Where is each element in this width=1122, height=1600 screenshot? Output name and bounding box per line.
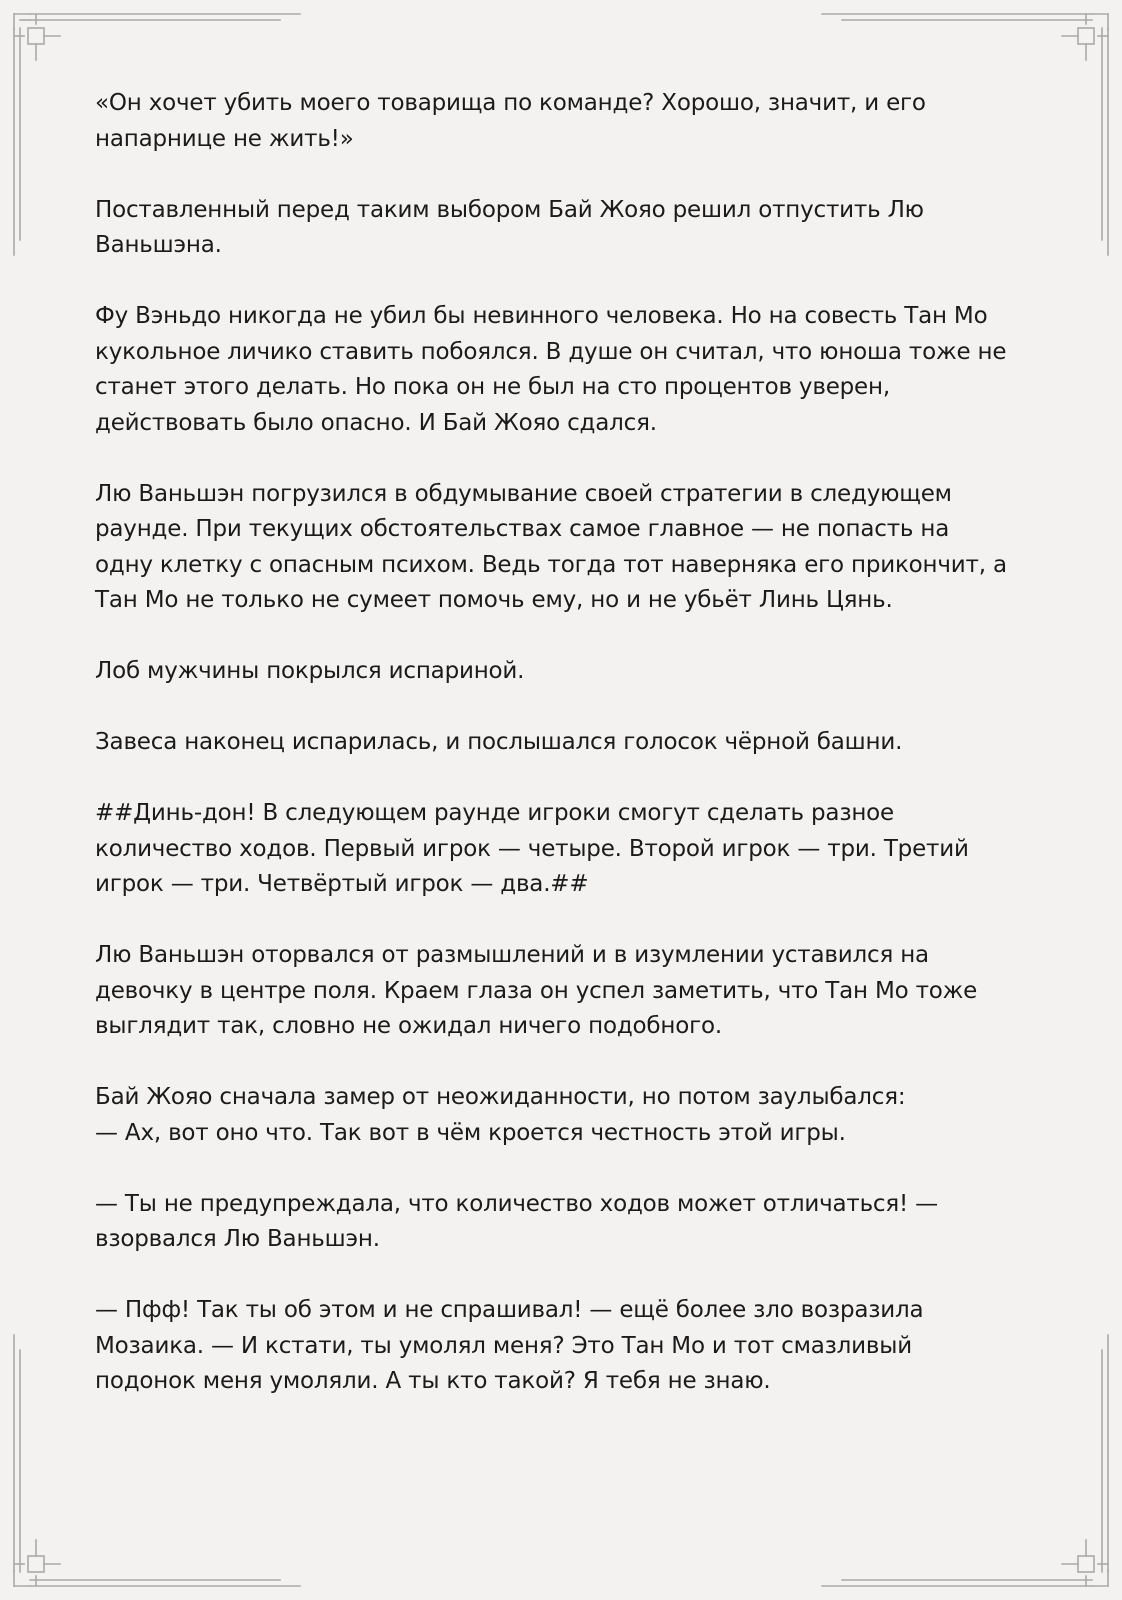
paragraph [95,477,1030,619]
text-line: девочку в центре поля. Краем глаза он успел заметить, что Тан Мо тоже [95,977,978,1004]
text-line: «Он хочет убить моего товарища по команде? Хорошо, значит, и его [95,90,926,116]
paragraph [95,1293,1030,1400]
document-body [95,86,1030,1435]
text-line: Поставленный перед таким выбором Бай Жояо решил отпустить Лю [95,196,924,223]
text-line: Лю Ваньшэн оторвался от размышлений и в изумлении уставился на [95,942,929,968]
text-line: взорвался Лю Ваньшэн. [95,1226,380,1252]
text-line: Завеса наконец испарилась, и послышался голосок чёрной башни. [95,729,903,755]
text-line: выглядит так, словно не ожидал ничего подобного. [95,1013,722,1039]
text-line: кукольное личико ставить побоялся. В душе он считал, что юноша тоже не [95,338,1007,365]
text-line: раунде. При текущих обстоятельствах самое главное — не попасть на [95,516,950,542]
text-line: Фу Вэньдо никогда не убил бы невинного человека. Но на совесть Тан Мо [95,303,988,329]
text-line: подонок меня умоляли. А ты кто такой? Я тебя не знаю. [95,1368,771,1394]
text-line: Лю Ваньшэн погрузился в обдумывание своей стратегии в следующем [95,480,952,507]
text-line: — Ах, вот оно что. Так вот в чём кроется честность этой игры. [95,1119,846,1146]
text-line: Лоб мужчины покрылся испариной. [95,658,525,684]
text-line: Бай Жояо сначала замер от неожиданности, но потом заулыбался: [95,1084,906,1110]
text-line: — Пфф! Так ты об этом и не спрашивал! — ещё более зло возразила [95,1297,924,1323]
paragraph [95,654,1030,690]
text-line: станет этого делать. Но пока он не был на сто процентов уверен, [95,374,890,400]
paragraph [95,193,1030,264]
paragraph [95,299,1030,441]
text-line: количество ходов. Первый игрок — четыре. Второй игрок — три. Третий [95,835,969,862]
text-line: действовать было опасно. И Бай Жояо сдался. [95,409,657,436]
text-line: Ваньшэна. [95,232,222,258]
paragraph [95,1080,1030,1151]
text-line: напарнице не жить!» [95,125,354,152]
text-line: игрок — три. Четвёртый игрок — два.## [95,871,589,897]
text-line: Тан Мо не только не сумеет помочь ему, но и не убьёт Линь Цянь. [95,587,893,613]
paragraph [95,725,1030,761]
paragraph [95,86,1030,157]
text-line: ##Динь-дон! В следующем раунде игроки смогут сделать разное [95,800,895,826]
paragraph [95,1187,1030,1258]
text-line: — Ты не предупреждала, что количество ходов может отличаться! — [95,1190,938,1217]
text-line: Мозаика. — И кстати, ты умолял меня? Это Тан Мо и тот смазливый [95,1332,912,1359]
paragraph [95,938,1030,1045]
paragraph [95,796,1030,903]
text-line: одну клетку с опасным психом. Ведь тогда тот наверняка его прикончит, а [95,551,1007,578]
